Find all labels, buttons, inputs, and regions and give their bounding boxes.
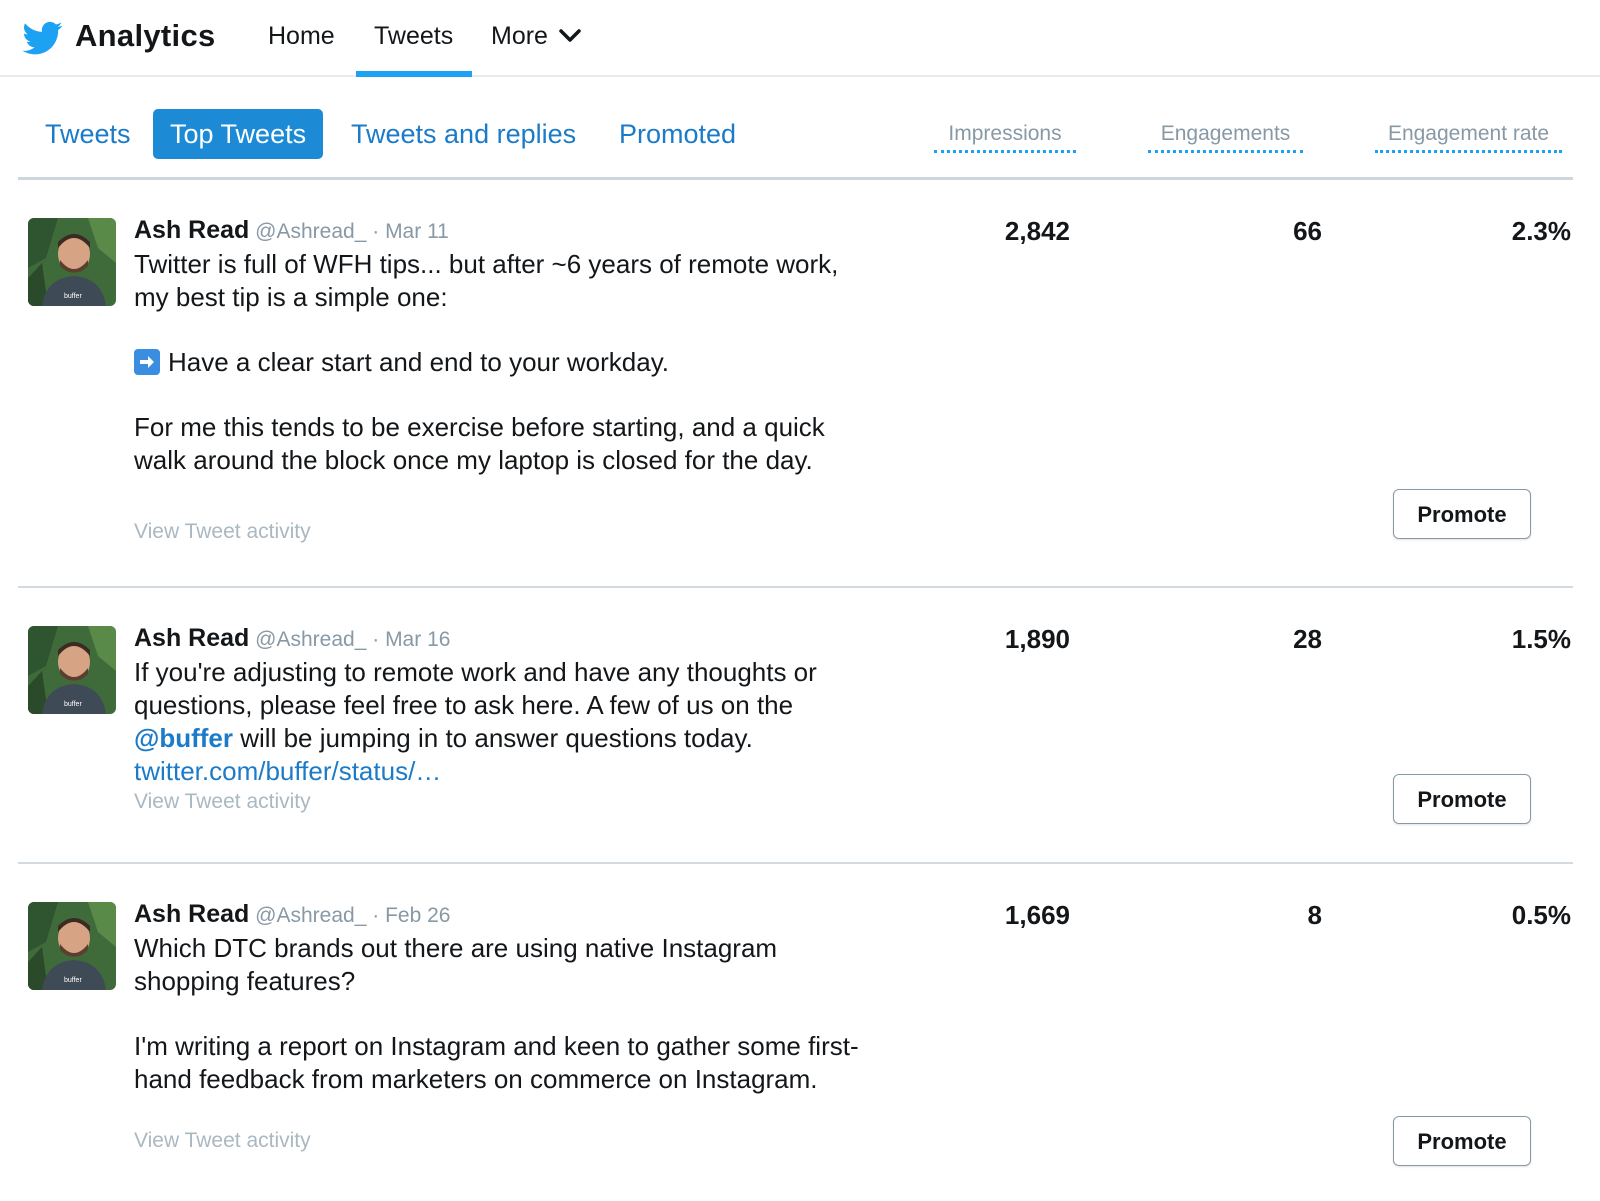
tweet-paragraph [134, 346, 854, 379]
svg-text:buffer: buffer [64, 293, 82, 300]
tweet-paragraph: Which DTC brands out there are using native Instagram shopping features? [134, 933, 778, 996]
tab-promoted[interactable]: Promoted [619, 119, 737, 149]
impressions-value: 1,890 [1004, 624, 1070, 654]
column-header-impressions[interactable]: Impressions [934, 122, 1076, 153]
author-name[interactable]: Ash Read [134, 900, 250, 928]
view-tweet-activity-link[interactable]: View Tweet activity [134, 1129, 311, 1152]
nav-home[interactable]: Home [268, 22, 335, 50]
tweet-paragraph: For me this tends to be exercise before starting, and a quick walk around the block once my laptop is closed for the day. [134, 412, 825, 475]
author-handle[interactable]: @Ashread_ [255, 904, 367, 927]
tweet-paragraph: I'm writing a report on Instagram and keen to gather some first-hand feedback from marketers on commerce on Instagram. [134, 1031, 859, 1094]
avatar[interactable] [28, 626, 116, 714]
view-tweet-activity-link[interactable]: View Tweet activity [134, 520, 311, 543]
nav-more[interactable] [491, 22, 581, 51]
impressions-value: 2,842 [1004, 216, 1070, 246]
engagements-value: 28 [1293, 624, 1322, 654]
impressions-value: 1,669 [1004, 900, 1070, 930]
separator-dot: · [372, 628, 380, 651]
column-header-engagement-rate[interactable]: Engagement rate [1375, 122, 1562, 153]
row-divider [18, 586, 1573, 588]
tweet-header [134, 624, 450, 653]
twitter-bird-icon[interactable] [22, 18, 64, 58]
tweet-paragraph: Twitter is full of WFH tips... but after ~6 years of remote work, my best tip is a simple one: [134, 249, 839, 312]
active-nav-indicator [356, 71, 472, 77]
nav-tweets[interactable]: Tweets [374, 22, 454, 50]
tweet-date[interactable]: Mar 11 [385, 220, 449, 243]
tweet-paragraph [134, 656, 854, 788]
top-navigation-bar [0, 0, 1600, 77]
tweet-text [134, 656, 854, 788]
row-divider [18, 862, 1573, 864]
promote-button[interactable]: Promote [1393, 1116, 1531, 1166]
engagements-value: 8 [1307, 900, 1322, 930]
author-handle[interactable]: @Ashread_ [255, 628, 367, 651]
arrow-right-emoji-icon [134, 349, 160, 375]
author-name[interactable]: Ash Read [134, 624, 250, 652]
view-tweet-activity-link[interactable]: View Tweet activity [134, 790, 311, 813]
engagement-rate-value: 0.5% [1511, 900, 1571, 930]
tweet-paragraph-text: Have a clear start and end to your workday. [168, 347, 669, 377]
tweet-row [18, 212, 1573, 572]
chevron-down-icon [559, 22, 581, 51]
tweet-row [18, 620, 1573, 850]
separator-dot: · [372, 904, 380, 927]
tweet-date[interactable]: Feb 26 [385, 904, 451, 927]
tweet-text-before: If you're adjusting to remote work and have any thoughts or questions, please feel free to ask here. A few of us on the [134, 657, 817, 720]
svg-text:buffer: buffer [64, 701, 82, 708]
engagement-rate-value: 2.3% [1511, 216, 1571, 246]
tab-tweets-and-replies[interactable]: Tweets and replies [351, 119, 577, 149]
mention-link[interactable]: @buffer [134, 723, 234, 753]
engagement-rate-value: 1.5% [1511, 624, 1571, 654]
nav-more-label: More [491, 22, 548, 50]
promote-button[interactable]: Promote [1393, 489, 1531, 539]
separator-dot: · [372, 220, 380, 243]
tweet-text-after: will be jumping in to answer questions today. [233, 723, 753, 753]
tab-top-tweets[interactable]: Top Tweets [153, 109, 323, 159]
avatar[interactable] [28, 902, 116, 990]
tweet-url-link[interactable]: twitter.com/buffer/status/… [134, 756, 442, 786]
avatar[interactable] [28, 218, 116, 306]
header-divider [18, 177, 1573, 180]
tweet-row [18, 896, 1573, 1196]
tweet-date[interactable]: Mar 16 [385, 628, 451, 651]
svg-text:buffer: buffer [64, 977, 82, 984]
engagements-value: 66 [1293, 216, 1322, 246]
tweet-text [134, 248, 854, 477]
author-handle[interactable]: @Ashread_ [255, 220, 367, 243]
app-title: Analytics [75, 18, 216, 53]
tweet-header [134, 900, 450, 929]
column-header-engagements[interactable]: Engagements [1148, 122, 1303, 153]
tab-tweets[interactable]: Tweets [45, 119, 131, 149]
author-name[interactable]: Ash Read [134, 216, 250, 244]
tweet-text [134, 932, 864, 1096]
promote-button[interactable]: Promote [1393, 774, 1531, 824]
tweet-header [134, 216, 449, 245]
